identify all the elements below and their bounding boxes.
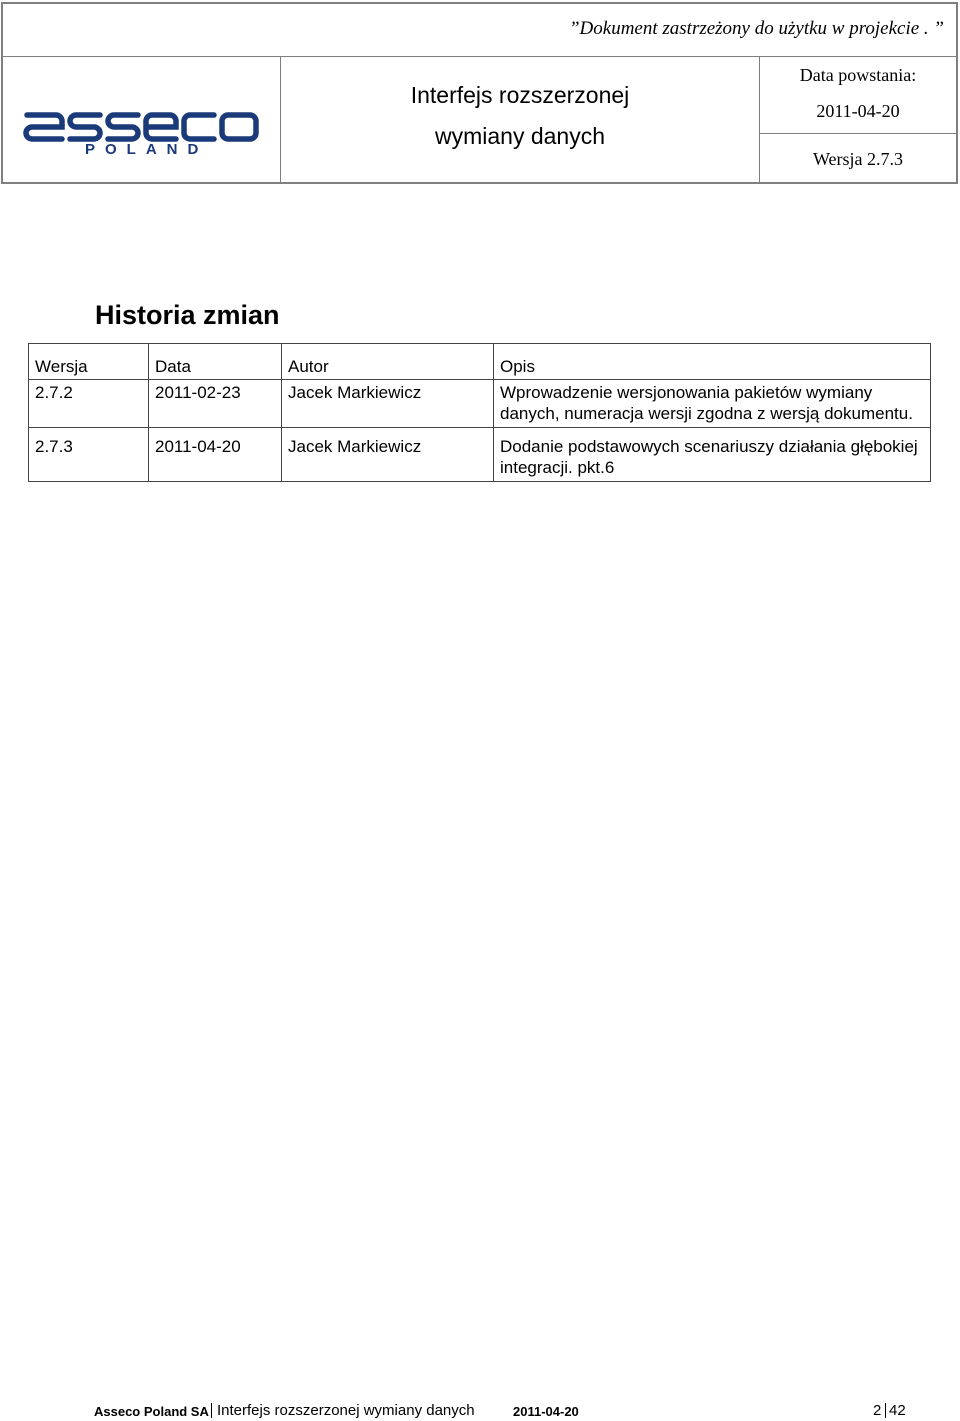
- document-header: [1, 2, 958, 184]
- document-meta: [760, 57, 956, 182]
- title-line-2: wymiany danych: [434, 123, 606, 149]
- cell-date: 2011-02-23: [149, 380, 282, 428]
- table-header-row: [29, 344, 931, 380]
- meta-divider: [760, 133, 956, 134]
- column-header-author: Autor: [282, 344, 494, 380]
- cell-author: Jacek Markiewicz: [282, 428, 494, 482]
- column-header-date: Data: [149, 344, 282, 380]
- cell-author: Jacek Markiewicz: [282, 380, 494, 428]
- title-line-1: Interfejs rozszerzonej: [410, 82, 630, 108]
- footer-total-pages: 42: [889, 1402, 906, 1419]
- footer-page-number: 2: [873, 1402, 882, 1419]
- created-label: Data powstania:: [799, 65, 917, 85]
- footer-document-title: Interfejs rozszerzonej wymiany danych: [217, 1402, 475, 1419]
- column-header-version: Wersja: [29, 344, 149, 380]
- cell-date: 2011-04-20: [149, 428, 282, 482]
- table-row: [29, 380, 931, 428]
- logo-cell: [3, 57, 281, 182]
- change-history-table: [28, 343, 931, 482]
- document-title: [281, 57, 760, 182]
- footer-company: Asseco Poland SA: [94, 1404, 209, 1419]
- footer-date: 2011-04-20: [513, 1404, 579, 1419]
- cell-version: 2.7.2: [29, 380, 149, 428]
- cell-version: 2.7.3: [29, 428, 149, 482]
- confidentiality-notice: ”Dokument zastrzeżony do użytku w projekcie . ”: [3, 4, 956, 57]
- page-footer: [94, 1402, 906, 1420]
- column-header-description: Opis: [494, 344, 931, 380]
- created-date: 2011-04-20: [816, 101, 900, 121]
- document-version: Wersja 2.7.3: [812, 149, 904, 169]
- logo-subtitle: POLAND: [85, 141, 209, 158]
- cell-description: Dodanie podstawowych scenariuszy działania głębokiej integracji. pkt.6: [494, 428, 931, 482]
- footer-page-separator: [885, 1403, 886, 1418]
- table-row: [29, 428, 931, 482]
- section-title: Historia zmian: [95, 300, 280, 330]
- cell-description: Wprowadzenie wersjonowania pakietów wymiany danych, numeracja wersji zgodna z wersją dokumentu.: [494, 380, 931, 428]
- footer-separator: [211, 1403, 212, 1418]
